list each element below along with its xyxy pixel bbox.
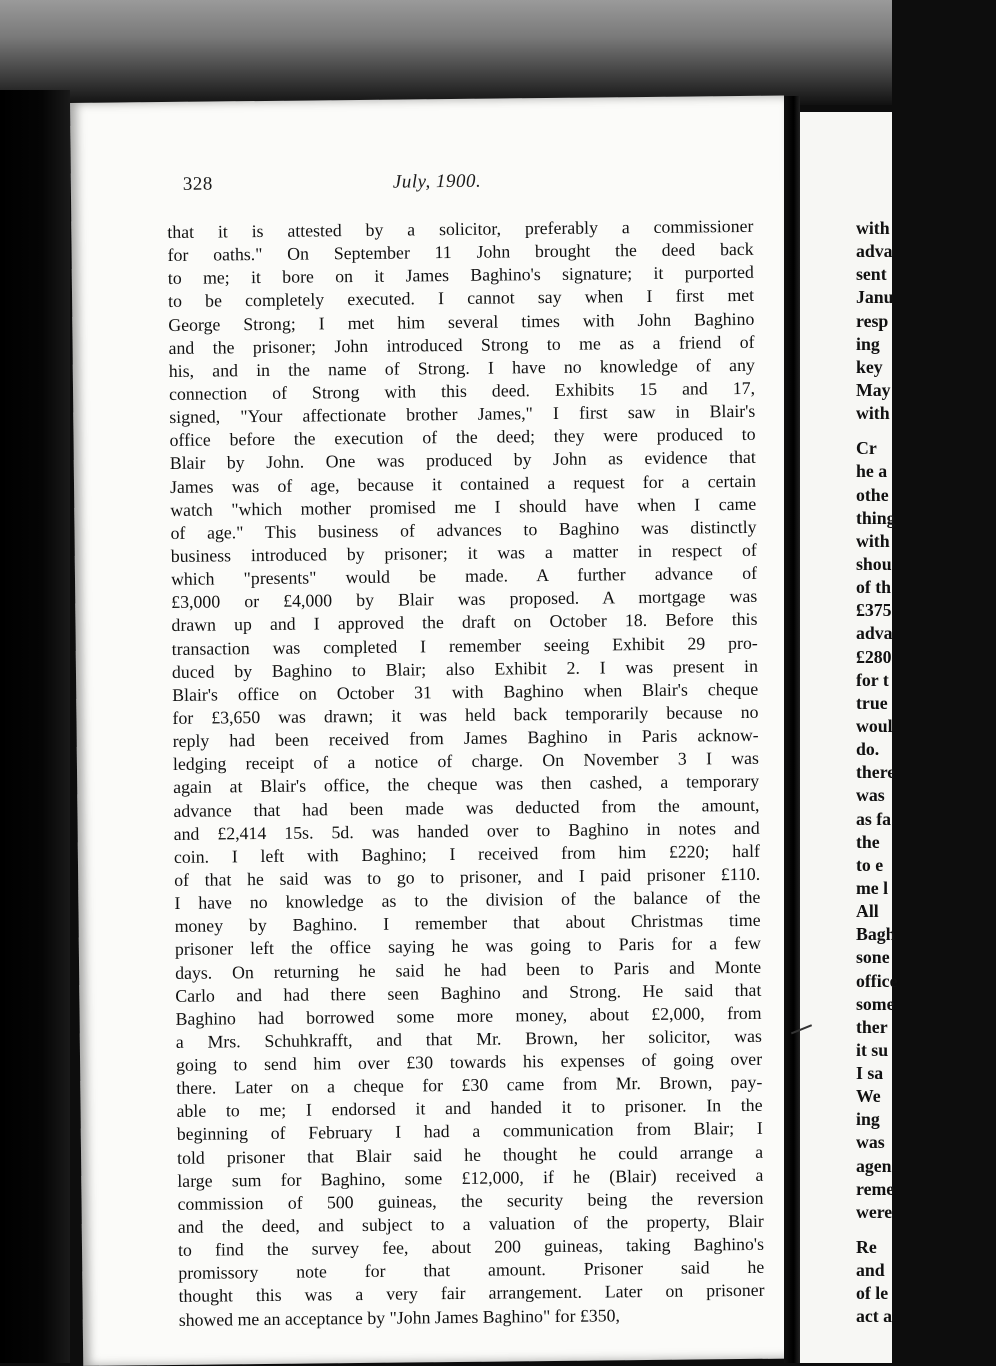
right-page-fragment: reme [856, 1178, 895, 1199]
text-line: and the prisoner; John introduced Strong to me as a friend of [168, 331, 755, 358]
text-line: coin. I left with Baghino; I received from him £220; half [173, 840, 760, 867]
text-line: beginning of February I had a communication from Blair; I [176, 1118, 763, 1145]
text-line: I have no knowledge as to the division of the balance of the [174, 886, 761, 914]
right-page-fragment: ther [856, 1016, 888, 1037]
text-line: thought this was a very fair arrangement. Later on prisoner [178, 1280, 765, 1307]
right-page-fragment: shou [856, 553, 892, 574]
text-line: to be completely executed. I cannot say when I first met [167, 285, 755, 312]
right-page-fragment: some [856, 993, 895, 1014]
right-page-fragment: Janu [856, 287, 894, 308]
running-head: July, 1900. [392, 170, 482, 193]
binding-shadow [0, 90, 70, 1363]
text-line: office before the execution of the deed; they were produced to [169, 424, 756, 451]
text-line: large sum for Baghino, some £12,000, if he (Blair) received a [177, 1164, 764, 1191]
text-line: again at Blair's office, the cheque was then cashed, a temporary [173, 771, 760, 798]
text-line: Baghino had borrowed some more money, about £2,000, from [175, 1002, 762, 1029]
right-page-fragment: do. [856, 739, 880, 760]
text-line: drawn up and I approved the draft on October 18. Before this [171, 609, 758, 636]
book-gutter [784, 96, 800, 1363]
book-page-left [70, 96, 797, 1366]
right-page-fragment: £375 [856, 600, 892, 621]
text-line: transaction was completed I remember seeing Exhibit 29 pro- [171, 632, 758, 659]
right-page-fragment: of le [856, 1283, 889, 1304]
text-line: which "presents" would be made. A further advance of [170, 562, 758, 590]
right-page-fragment: there [856, 762, 896, 783]
text-line: money by Baghino. I remember that about Christmas time [174, 910, 761, 937]
body-text [167, 215, 765, 1332]
right-page-fragment: to e [856, 854, 884, 875]
text-line: Blair's office on October 31 with Baghino when Blair's cheque [172, 678, 759, 705]
text-line: there. Later on a cheque for £30 came from Mr. Brown, pay- [176, 1071, 763, 1099]
right-page-fragment: was [856, 1132, 885, 1153]
text-line: to find the survey fee, about 200 guineas, taking Baghino's [177, 1233, 765, 1261]
right-page-fragment: ing [856, 333, 880, 354]
right-page-fragment: were [856, 1201, 893, 1222]
text-line: a Mrs. Schuhkrafft, and that Mr. Brown, her solicitor, was [175, 1025, 762, 1052]
text-line: and the deed, and subject to a valuation of the property, Blair [177, 1210, 764, 1237]
paragraph-gap [856, 425, 996, 437]
right-page-fragment: true [856, 692, 888, 713]
right-page-fragment: as fa [856, 808, 892, 829]
right-page-fragment: with [856, 530, 890, 551]
text-line: commission of 500 guineas, the security being the reversion [177, 1187, 764, 1214]
text-line: George Strong; I met him several times with John Baghino [168, 308, 755, 335]
page-number: 328 [182, 173, 213, 195]
right-page-text [856, 217, 996, 1329]
text-line: to me; it bore on it James Baghino's signature; it purported [167, 262, 754, 289]
right-page-fragment: key [856, 356, 883, 377]
text-line: reply had been received from James Baghino in Paris acknow- [172, 724, 759, 752]
right-page-fragment: resp [856, 310, 889, 331]
right-page-fragment: May [856, 379, 891, 400]
right-page-fragment: othe [856, 484, 889, 505]
right-page-fragment: Cr [856, 438, 877, 459]
paragraph-gap [856, 1224, 996, 1236]
right-page-fragment: I sa [856, 1063, 884, 1084]
right-page-fragment: he a [856, 461, 888, 482]
text-line: connection of Strong with this deed. Exhibits 15 and 17, [168, 377, 756, 404]
text-line: and £2,414 15s. 5d. was handed over to Baghino in notes and [173, 817, 760, 844]
text-line: signed, "Your affectionate brother James," I first saw in Blair's [169, 400, 756, 428]
right-page-fragment: sone [856, 947, 890, 968]
text-line: going to send him over £30 towards his expenses of going over [175, 1048, 763, 1075]
right-page-fragment: the [856, 831, 880, 852]
text-line: told prisoner that Blair said he thought he could arrange a [176, 1141, 764, 1168]
right-page-fragment: it su [856, 1039, 889, 1060]
text-line: of age." This business of advances to Baghino was distinctly [170, 516, 757, 543]
right-page-fragment: was [856, 785, 885, 806]
text-line: James was of age, because it contained a request for a certain [169, 470, 757, 497]
text-line: Blair by John. One was produced by John as evidence that [169, 447, 756, 474]
text-line: that it is attested by a solicitor, preferably a commissioner [167, 215, 754, 242]
text-line: duced by Baghino to Blair; also Exhibit 2. I was present in [171, 655, 759, 682]
page-header [183, 168, 753, 198]
right-page-fragment: me l [856, 877, 889, 898]
right-page-fragment: adva [856, 623, 893, 644]
text-line: his, and in the name of Strong. I have no knowledge of any [168, 354, 755, 381]
text-line: of that he said was to go to prisoner, and I paid prisoner £110. [174, 863, 761, 890]
text-line: promissory note for that amount. Prisoner said he [178, 1257, 765, 1284]
right-page-fragment: act a [856, 1306, 893, 1327]
scan-background-top [0, 0, 892, 105]
text-line: £3,000 or £4,000 by Blair was proposed. A mortgage was [171, 586, 758, 613]
right-page-fragment: woul [856, 715, 893, 736]
text-line: days. On returning he said he had been to Paris and Monte [175, 956, 762, 983]
right-page-fragment: £280 [856, 646, 892, 667]
right-page-fragment: thing [856, 507, 896, 528]
text-line: for oaths." On September 11 John brought the deed back [167, 238, 754, 266]
right-page-fragment: adva [856, 241, 893, 262]
right-page-fragment: and [856, 1260, 885, 1281]
right-page-fragment: for t [856, 669, 889, 690]
text-line: showed me an acceptance by "John James Baghino" for £350, [178, 1304, 620, 1330]
text-line: able to me; I endorsed it and handed it to prisoner. In the [176, 1095, 763, 1122]
text-line: prisoner left the office saying he was going to Paris for a few [174, 933, 761, 960]
text-line: Carlo and had there seen Baghino and Strong. He said that [175, 979, 762, 1006]
right-page-fragment: sent [856, 264, 887, 285]
right-page-fragment: Bagh [856, 924, 896, 945]
right-page-fragment: with [856, 403, 890, 424]
right-page-fragment: We [856, 1086, 881, 1107]
text-line: business introduced by prisoner; it was a matter in respect of [170, 539, 757, 566]
text-line: for £3,650 was drawn; it was held back temporarily because no [172, 701, 759, 728]
text-line: ledging receipt of a notice of charge. On November 3 I was [172, 748, 760, 775]
right-page-fragment: agen [856, 1155, 892, 1176]
right-page-fragment: Re [856, 1237, 877, 1258]
book-page-right [800, 112, 898, 1363]
right-page-fragment: office [856, 970, 898, 991]
right-page-fragment: ing [856, 1109, 880, 1130]
right-page-fragment: with [856, 218, 890, 238]
right-page-fragment: of th [856, 577, 892, 598]
text-line: watch "which mother promised me I should have when I came [170, 493, 757, 520]
right-page-fragment: All [856, 901, 879, 922]
text-line: advance that had been made was deducted from the amount, [173, 794, 760, 821]
